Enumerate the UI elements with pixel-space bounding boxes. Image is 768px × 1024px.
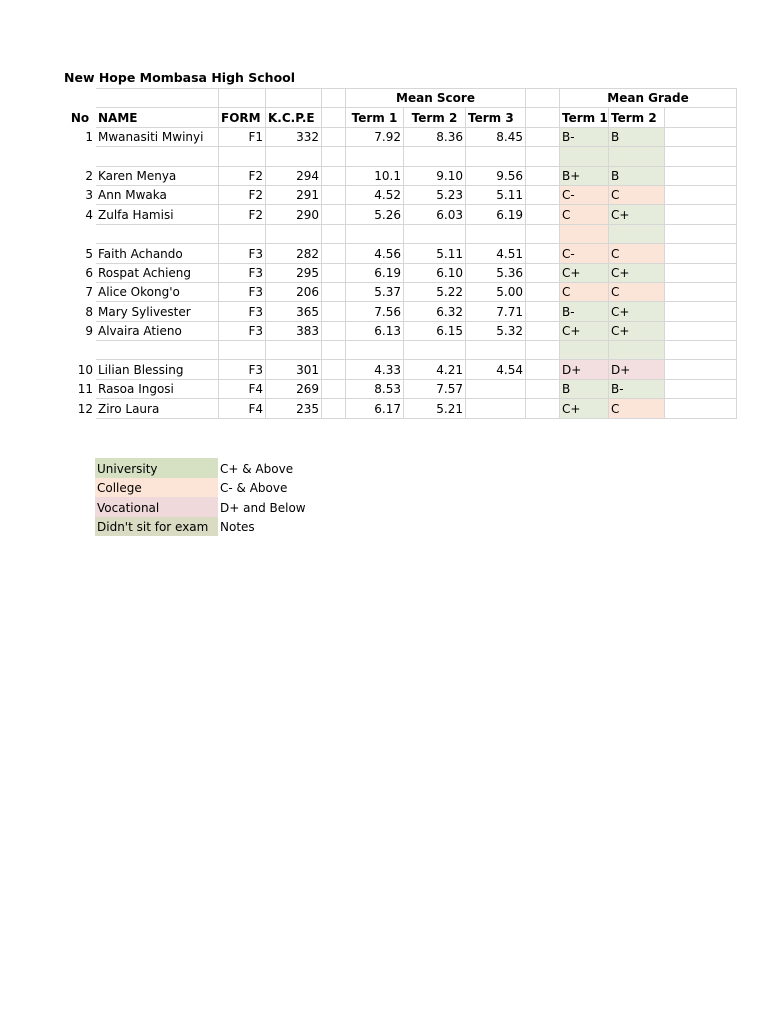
legend-table <box>95 458 308 536</box>
cell <box>665 321 737 340</box>
term3-score: 4.54 <box>466 360 526 379</box>
term3-score <box>466 147 526 166</box>
student-form: F4 <box>219 399 266 418</box>
student-form: F2 <box>219 185 266 204</box>
cell <box>322 399 346 418</box>
term2-grade: D+ <box>609 360 665 379</box>
term1-score: 6.13 <box>346 321 404 340</box>
header-row-columns <box>65 108 737 127</box>
cell <box>322 302 346 321</box>
student-form: F3 <box>219 263 266 282</box>
cell <box>526 379 560 398</box>
term2-score <box>404 147 466 166</box>
term1-grade: C+ <box>560 263 609 282</box>
term3-score: 7.71 <box>466 302 526 321</box>
student-form: F1 <box>219 127 266 146</box>
header-form: FORM <box>219 108 266 127</box>
cell <box>322 127 346 146</box>
legend-description: C- & Above <box>220 481 288 496</box>
cell <box>526 166 560 185</box>
mean-score-header: Mean Score <box>346 89 526 108</box>
term2-score: 4.21 <box>404 360 466 379</box>
term2-score: 5.22 <box>404 282 466 301</box>
cell <box>526 302 560 321</box>
kcpe-score: 383 <box>266 321 322 340</box>
kcpe-score: 235 <box>266 399 322 418</box>
term2-grade: B <box>609 166 665 185</box>
term2-grade: C <box>609 282 665 301</box>
student-name: Rospat Achieng <box>96 263 219 282</box>
term3-score: 5.36 <box>466 263 526 282</box>
student-name <box>96 341 219 360</box>
cell <box>322 341 346 360</box>
cell <box>526 185 560 204</box>
term2-grade <box>609 147 665 166</box>
student-row <box>65 244 737 263</box>
student-name: Zulfa Hamisi <box>96 205 219 224</box>
mean-grade-header: Mean Grade <box>560 89 737 108</box>
term1-grade: C+ <box>560 399 609 418</box>
header-term2: Term 2 <box>404 108 466 127</box>
kcpe-score: 365 <box>266 302 322 321</box>
student-row <box>65 321 737 340</box>
cell <box>526 224 560 243</box>
term2-score: 7.57 <box>404 379 466 398</box>
term2-grade: C <box>609 185 665 204</box>
cell <box>665 341 737 360</box>
student-name: Ziro Laura <box>96 399 219 418</box>
row-number: 2 <box>85 168 93 183</box>
cell <box>219 89 266 108</box>
cell <box>322 282 346 301</box>
student-form <box>219 147 266 166</box>
kcpe-score: 294 <box>266 166 322 185</box>
legend-description: C+ & Above <box>220 461 294 476</box>
kcpe-score: 295 <box>266 263 322 282</box>
term3-score <box>466 379 526 398</box>
cell <box>665 379 737 398</box>
student-form <box>219 341 266 360</box>
student-row <box>65 263 737 282</box>
term1-score <box>346 341 404 360</box>
term2-score: 8.36 <box>404 127 466 146</box>
cell <box>526 321 560 340</box>
cell <box>665 282 737 301</box>
cell <box>322 379 346 398</box>
term1-grade: C+ <box>560 321 609 340</box>
term3-score <box>466 399 526 418</box>
kcpe-score: 269 <box>266 379 322 398</box>
legend-row <box>95 517 308 537</box>
row-number: 6 <box>85 265 93 280</box>
term3-score <box>466 224 526 243</box>
student-row <box>65 399 737 418</box>
cell <box>526 205 560 224</box>
kcpe-score: 282 <box>266 244 322 263</box>
legend-row <box>95 497 308 517</box>
student-form: F2 <box>219 205 266 224</box>
row-number <box>65 147 96 166</box>
term1-grade: C- <box>560 244 609 263</box>
kcpe-score <box>266 224 322 243</box>
header-term1: Term 1 <box>346 108 404 127</box>
header-kcpe: K.C.P.E <box>266 108 322 127</box>
row-number: 4 <box>85 207 93 222</box>
cell <box>665 147 737 166</box>
term1-score <box>346 147 404 166</box>
term2-score: 5.11 <box>404 244 466 263</box>
term1-score: 7.56 <box>346 302 404 321</box>
cell <box>665 166 737 185</box>
term1-score: 6.19 <box>346 263 404 282</box>
term2-score: 5.23 <box>404 185 466 204</box>
kcpe-score: 332 <box>266 127 322 146</box>
kcpe-score <box>266 147 322 166</box>
kcpe-score <box>266 341 322 360</box>
student-form: F2 <box>219 166 266 185</box>
cell <box>526 108 560 127</box>
term3-score: 9.56 <box>466 166 526 185</box>
student-row <box>65 302 737 321</box>
term2-grade: B <box>609 127 665 146</box>
term1-score: 5.26 <box>346 205 404 224</box>
term2-score: 9.10 <box>404 166 466 185</box>
student-name <box>96 224 219 243</box>
cell <box>665 263 737 282</box>
kcpe-score: 206 <box>266 282 322 301</box>
term1-grade: B+ <box>560 166 609 185</box>
term1-score <box>346 224 404 243</box>
cell <box>665 360 737 379</box>
term1-score: 7.92 <box>346 127 404 146</box>
student-name: Karen Menya <box>96 166 219 185</box>
student-name: Faith Achando <box>96 244 219 263</box>
term2-grade: C+ <box>609 205 665 224</box>
cell <box>526 263 560 282</box>
cell <box>665 205 737 224</box>
student-row <box>65 185 737 204</box>
row-number: 9 <box>85 324 93 339</box>
row-number: 11 <box>77 382 93 397</box>
cell <box>526 147 560 166</box>
cell <box>322 166 346 185</box>
student-name: Mary Sylivester <box>96 302 219 321</box>
student-name: Rasoa Ingosi <box>96 379 219 398</box>
header-no: No <box>70 110 90 125</box>
cell <box>96 89 219 108</box>
legend-description: Notes <box>220 520 255 535</box>
term3-score: 4.51 <box>466 244 526 263</box>
cell <box>322 321 346 340</box>
row-number <box>65 341 96 360</box>
term1-grade <box>560 224 609 243</box>
student-name: Ann Mwaka <box>96 185 219 204</box>
term1-grade: B- <box>560 127 609 146</box>
student-row <box>65 360 737 379</box>
student-name <box>96 147 219 166</box>
legend-row <box>95 478 308 498</box>
cell <box>65 89 96 108</box>
spacer-row <box>65 341 737 360</box>
cell <box>526 89 560 108</box>
cell <box>526 127 560 146</box>
cell <box>322 108 346 127</box>
cell <box>322 185 346 204</box>
cell <box>322 263 346 282</box>
cell <box>322 89 346 108</box>
cell <box>665 185 737 204</box>
student-form: F3 <box>219 244 266 263</box>
term2-grade: C+ <box>609 302 665 321</box>
row-number: 8 <box>85 304 93 319</box>
legend-category: College <box>95 478 218 498</box>
student-name: Alvaira Atieno <box>96 321 219 340</box>
term1-grade: C <box>560 282 609 301</box>
cell <box>665 224 737 243</box>
term3-score: 6.19 <box>466 205 526 224</box>
cell <box>526 244 560 263</box>
header-grade-term1: Term 1 <box>560 108 609 127</box>
student-form <box>219 224 266 243</box>
term1-score: 10.1 <box>346 166 404 185</box>
cell <box>266 89 322 108</box>
term1-grade <box>560 341 609 360</box>
cell <box>526 399 560 418</box>
term3-score: 5.32 <box>466 321 526 340</box>
term2-grade: C+ <box>609 263 665 282</box>
row-number <box>65 224 96 243</box>
student-form: F3 <box>219 302 266 321</box>
student-form: F3 <box>219 321 266 340</box>
row-number: 7 <box>85 285 93 300</box>
student-row <box>65 205 737 224</box>
term2-score: 6.15 <box>404 321 466 340</box>
term1-score: 8.53 <box>346 379 404 398</box>
cell <box>665 244 737 263</box>
student-form: F4 <box>219 379 266 398</box>
cell <box>322 205 346 224</box>
term3-score: 5.11 <box>466 185 526 204</box>
header-term3: Term 3 <box>466 108 526 127</box>
term2-score: 5.21 <box>404 399 466 418</box>
results-sheet <box>64 88 689 420</box>
term1-grade: D+ <box>560 360 609 379</box>
term2-grade: C+ <box>609 321 665 340</box>
term3-score: 8.45 <box>466 127 526 146</box>
term2-score: 6.03 <box>404 205 466 224</box>
cell <box>322 224 346 243</box>
student-name: Mwanasiti Mwinyi <box>96 127 219 146</box>
term1-grade: C <box>560 205 609 224</box>
term1-score: 6.17 <box>346 399 404 418</box>
cell <box>665 108 737 127</box>
legend-description: D+ and Below <box>220 500 306 515</box>
cell <box>322 244 346 263</box>
term2-grade: B- <box>609 379 665 398</box>
legend-category: University <box>95 458 218 478</box>
term1-score: 5.37 <box>346 282 404 301</box>
header-grade-term2: Term 2 <box>609 108 665 127</box>
student-name: Alice Okong'o <box>96 282 219 301</box>
kcpe-score: 291 <box>266 185 322 204</box>
student-form: F3 <box>219 282 266 301</box>
term2-score: 6.10 <box>404 263 466 282</box>
row-number: 10 <box>77 362 93 377</box>
cell <box>322 360 346 379</box>
term2-grade <box>609 224 665 243</box>
student-row <box>65 166 737 185</box>
row-number: 12 <box>77 401 93 416</box>
legend-category: Vocational <box>95 497 218 517</box>
term2-score <box>404 341 466 360</box>
term1-score: 4.33 <box>346 360 404 379</box>
spacer-row <box>65 147 737 166</box>
spacer-row <box>65 224 737 243</box>
term2-grade: C <box>609 399 665 418</box>
term2-grade: C <box>609 244 665 263</box>
cell <box>526 282 560 301</box>
school-title: New Hope Mombasa High School <box>64 70 296 85</box>
cell <box>526 360 560 379</box>
header-row-group <box>65 89 737 108</box>
term1-score: 4.56 <box>346 244 404 263</box>
term1-grade: B- <box>560 302 609 321</box>
term2-grade <box>609 341 665 360</box>
term2-score <box>404 224 466 243</box>
kcpe-score: 290 <box>266 205 322 224</box>
term2-score: 6.32 <box>404 302 466 321</box>
cell <box>665 127 737 146</box>
cell <box>526 341 560 360</box>
student-row <box>65 127 737 146</box>
cell <box>322 147 346 166</box>
legend-row <box>95 458 308 478</box>
results-table <box>64 88 737 419</box>
row-number: 5 <box>85 246 93 261</box>
term1-score: 4.52 <box>346 185 404 204</box>
student-row <box>65 379 737 398</box>
header-name: NAME <box>96 108 219 127</box>
student-form: F3 <box>219 360 266 379</box>
row-number: 3 <box>85 188 93 203</box>
student-row <box>65 282 737 301</box>
cell <box>665 399 737 418</box>
term3-score: 5.00 <box>466 282 526 301</box>
term1-grade: C- <box>560 185 609 204</box>
term1-grade <box>560 147 609 166</box>
term3-score <box>466 341 526 360</box>
legend-category: Didn't sit for exam <box>95 517 218 537</box>
kcpe-score: 301 <box>266 360 322 379</box>
term1-grade: B <box>560 379 609 398</box>
cell <box>665 302 737 321</box>
student-name: Lilian Blessing <box>96 360 219 379</box>
row-number: 1 <box>85 130 93 145</box>
